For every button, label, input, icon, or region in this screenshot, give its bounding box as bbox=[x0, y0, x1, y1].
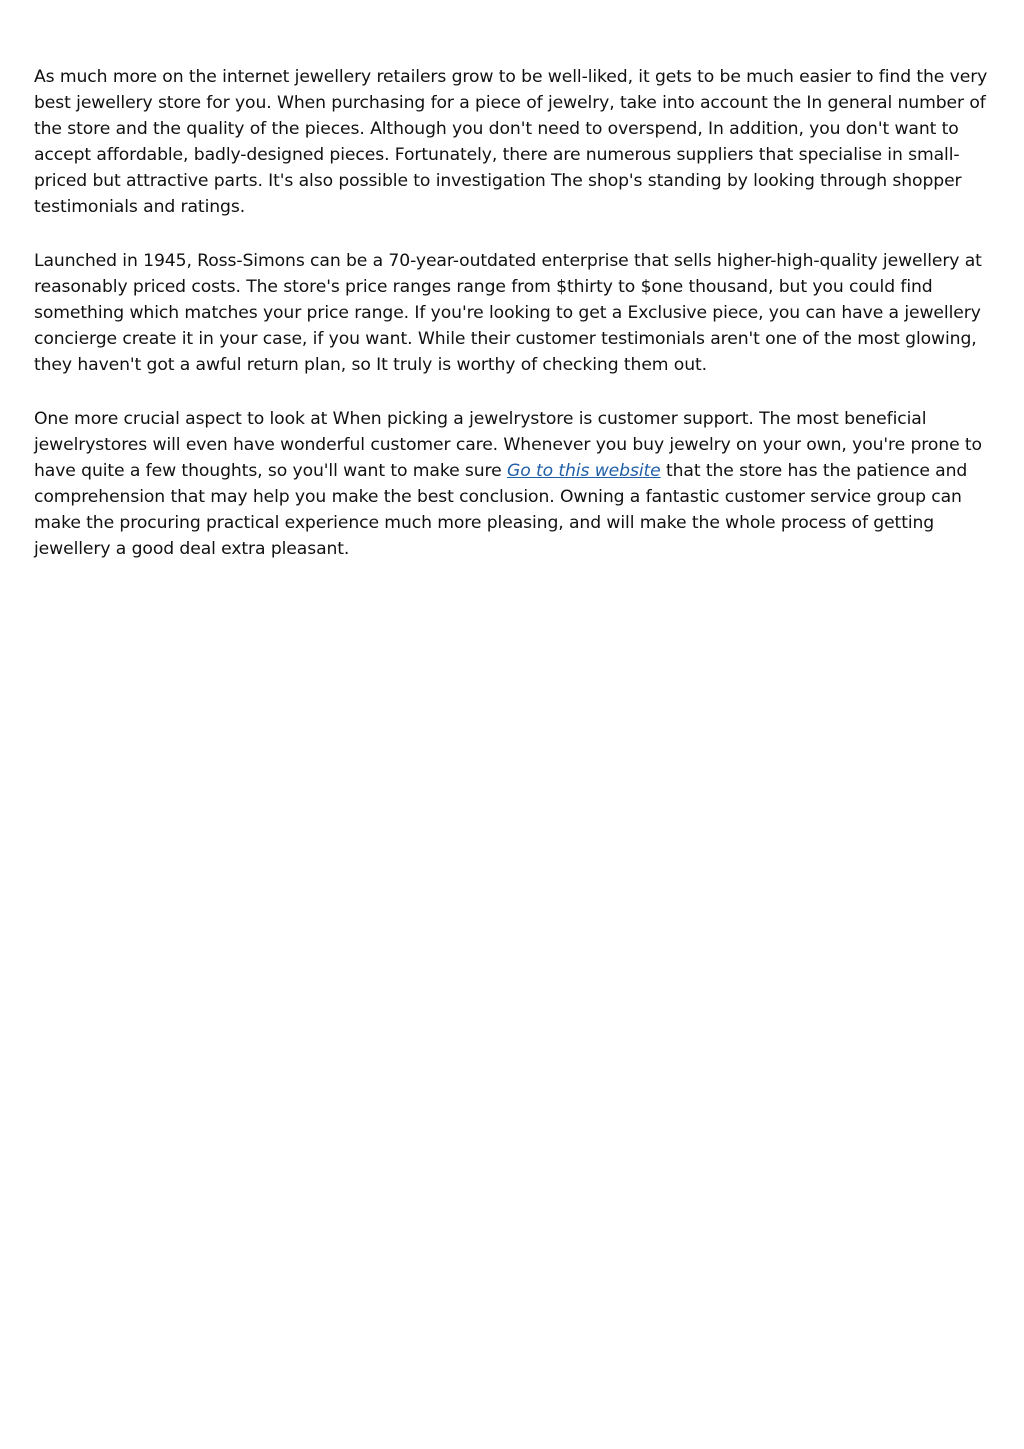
paragraph-2: Launched in 1945, Ross-Simons can be a 70-year-outdated enterprise that sells higher-high-quality jewellery at reasonably priced costs. The store's price ranges range from $thirty to $one thousand, but you could find something which matches your price range. If you're looking to get a Exclusive piece, you can have a jewellery concierge create it in your case, if you want. While their customer testimonials aren't one of the most glowing, they haven't got a awful return plan, so It truly is worthy of checking them out. bbox=[34, 251, 982, 375]
paragraph-3-text-after-link: that the store has the patience and comprehension that may help you make the best conclusion. Owning a fantastic customer service group can make the procuring practical experience much more pleasing, and will make the whole process of getting jewellery a good deal extra pleasant. bbox=[34, 461, 968, 559]
paragraph-1: As much more on the internet jewellery retailers grow to be well-liked, it gets to be much easier to find the very best jewellery store for you. When purchasing for a piece of jewelry, take into account the In general number of the store and the quality of the pieces. Although you don't need to overspend, In addition, you don't want to accept affordable, badly-designed pieces. Fortunately, there are numerous suppliers that specialise in small-priced but attractive parts. It's also possible to investigation The shop's standing by looking through shopper testimonials and ratings. bbox=[34, 67, 988, 217]
paragraph-3 bbox=[34, 406, 996, 562]
paragraph-3-text-before-link: One more crucial aspect to look at When picking a jewelrystore is customer support. The most beneficial jewelrystores will even have wonderful customer care. Whenever you buy jewelry on your own, you're prone to have quite a few thoughts, so you'll want to make sure bbox=[34, 409, 982, 481]
go-to-website-link[interactable]: Go to this website bbox=[506, 461, 661, 481]
article-body bbox=[34, 64, 996, 590]
